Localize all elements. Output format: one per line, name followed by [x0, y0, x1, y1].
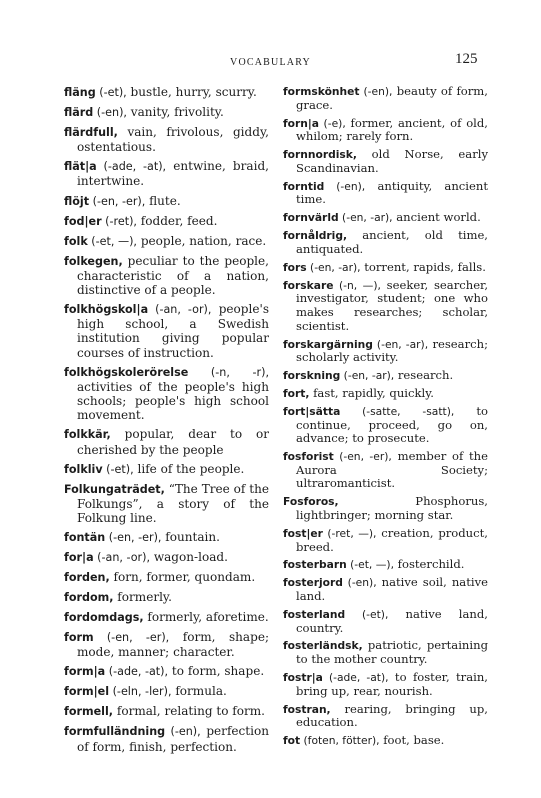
entry-definition: beauty of form, grace.	[296, 84, 488, 112]
page-number: 125	[455, 51, 478, 67]
entry-definition: people's high school, a Swedish institution giving popular courses of instruction.	[77, 302, 269, 360]
entry-grammar: (-en, -ar),	[306, 260, 361, 274]
vocabulary-entry	[64, 724, 269, 753]
entry-definition: vanity, frivolity.	[126, 105, 224, 120]
entry-grammar: (-ret),	[101, 214, 137, 228]
entry-headword: fontän	[64, 531, 106, 545]
entry-grammar: (-en, -er),	[105, 531, 162, 545]
running-head: VOCABULARY	[230, 57, 311, 68]
entry-definition: peculiar to the people, characteristic of a nation, distinctive of a people.	[77, 253, 269, 297]
entry-headword: fosterland	[283, 607, 346, 621]
entry-grammar: (-en, -er),	[93, 631, 170, 645]
entry-headword: forn|a	[283, 116, 319, 130]
vocabulary-entry	[283, 639, 488, 666]
vocabulary-entry	[64, 462, 269, 477]
entry-grammar: (-n, -r),	[188, 365, 269, 379]
entry-headword: fosterbarn	[283, 558, 347, 572]
entry-definition: entwine, braid, intertwine.	[77, 159, 269, 189]
entry-definition: seeker, searcher, investigator, student; one who makes researches; scholar, scientist.	[296, 277, 489, 333]
vocabulary-entry	[64, 610, 269, 625]
entry-headword: fort,	[283, 386, 310, 400]
entry-headword: fornvärld	[283, 211, 339, 225]
vocabulary-entry	[64, 590, 269, 605]
entry-headword: fosterländsk,	[283, 639, 363, 653]
entry-definition: ancient, old time, antiquated.	[296, 228, 488, 256]
entry-definition: vain, frivolous, giddy, ostentatious.	[77, 125, 269, 155]
vocabulary-entry	[64, 570, 269, 585]
entry-grammar: (-ret, —),	[322, 526, 377, 540]
entry-grammar: (-an, -or),	[148, 303, 212, 316]
vocabulary-entry	[283, 450, 488, 491]
vocabulary-entry	[283, 608, 488, 635]
entry-headword: form	[64, 631, 94, 645]
vocabulary-entry	[283, 734, 488, 748]
entry-headword: formfulländning	[64, 725, 166, 739]
entry-grammar: (-e),	[319, 116, 346, 130]
entry-definition: people, nation, race.	[136, 233, 267, 248]
entry-headword: Fosforos,	[283, 495, 339, 509]
entry-grammar: (-en),	[165, 725, 201, 739]
entry-grammar: (-en),	[359, 85, 393, 98]
entry-headword: folkegen,	[64, 254, 123, 268]
entry-definition: formerly, aforetime.	[143, 610, 269, 625]
vocabulary-entry	[64, 105, 269, 120]
entry-definition: research.	[394, 368, 454, 383]
entry-definition: bustle, hurry, scurry.	[126, 85, 257, 99]
entry-headword: formskönhet	[283, 85, 360, 98]
vocabulary-entry	[283, 369, 488, 383]
entry-grammar: (-en, -ar),	[372, 337, 429, 351]
entry-headword: flärdfull,	[64, 126, 118, 140]
entry-headword: formell,	[64, 705, 114, 719]
entry-definition: native land, country.	[296, 606, 488, 635]
entry-grammar: (-n, —),	[333, 278, 381, 292]
entry-grammar: (-ade, -at),	[322, 671, 389, 684]
entry-definition: activities of the people's high schools; people's high school movement.	[77, 379, 269, 423]
vocabulary-entry	[283, 117, 488, 144]
entry-definition: ancient world.	[392, 210, 481, 225]
vocabulary-entry	[283, 576, 488, 603]
entry-grammar: (-en, -er),	[333, 450, 392, 464]
vocabulary-entry	[283, 405, 488, 446]
entry-grammar: (-en),	[93, 106, 127, 120]
vocabulary-entry	[283, 495, 488, 522]
vocabulary-entry	[283, 261, 488, 275]
entry-headword: form|el	[64, 685, 110, 699]
entry-headword: forskare	[283, 278, 334, 292]
entry-definition: life of the people.	[133, 461, 245, 476]
entry-definition: to foster, train, bring up, rear, nourish.	[296, 670, 488, 698]
vocabulary-entry	[64, 302, 269, 360]
entry-grammar: (-en, -ar),	[340, 369, 395, 383]
entry-headword: flärd	[64, 106, 94, 120]
entry-headword: fot	[283, 734, 301, 748]
vocabulary-entry	[64, 664, 269, 679]
entry-definition: creation, product, breed.	[296, 525, 488, 554]
entry-headword: folk	[64, 234, 88, 248]
entry-grammar: (-an, -or),	[93, 551, 150, 565]
entry-definition: formerly.	[113, 590, 172, 605]
vocabulary-entry	[64, 550, 269, 565]
right-column	[283, 85, 488, 752]
vocabulary-entry	[64, 254, 269, 298]
entry-definition: fosterchild.	[393, 557, 465, 572]
vocabulary-entry	[64, 365, 269, 423]
vocabulary-entry	[283, 229, 488, 256]
entry-grammar: (-eln, -ler),	[109, 685, 172, 699]
entry-definition: to form, shape.	[168, 664, 265, 679]
vocabulary-entry	[283, 527, 488, 554]
entry-definition: formal, relating to form.	[113, 704, 266, 719]
entry-definition: fountain.	[161, 530, 220, 545]
entry-headword: form|a	[64, 665, 106, 679]
vocabulary-entry	[283, 703, 488, 730]
entry-headword: forntid	[283, 179, 325, 193]
vocabulary-entry	[283, 85, 488, 112]
entry-headword: fostran,	[283, 702, 331, 716]
vocabulary-entry	[64, 630, 269, 659]
entry-definition: wagon-load.	[149, 550, 228, 565]
vocabulary-entry	[64, 159, 269, 188]
entry-definition: perfection of form, finish, perfection.	[77, 724, 269, 754]
entry-headword: Folkungaträdet,	[64, 482, 165, 496]
entry-grammar: (-et, —),	[87, 234, 137, 248]
entry-definition: patriotic, pertaining to the mother country.	[296, 638, 488, 667]
vocabulary-entry	[64, 194, 269, 209]
entry-headword: forskargärning	[283, 337, 373, 351]
vocabulary-entry	[283, 148, 488, 175]
entry-definition: fast, rapidly, quickly.	[309, 385, 434, 400]
entry-headword: fors	[283, 260, 307, 274]
entry-headword: folkhögskol|a	[64, 303, 149, 316]
entry-grammar: (-en, -er),	[89, 194, 146, 208]
entry-headword: fordomdags,	[64, 611, 144, 625]
entry-headword: fosterjord	[283, 576, 343, 590]
left-column	[64, 85, 269, 759]
entry-headword: forskning	[283, 369, 341, 383]
entry-grammar: (-et),	[345, 607, 389, 621]
vocabulary-entry	[64, 684, 269, 699]
entry-definition: native soil, native land.	[296, 575, 488, 603]
entry-definition: popular, dear to or cherished by the people	[77, 427, 269, 457]
entry-definition: member of the Aurora Society; ultraromanticist.	[296, 449, 488, 491]
entry-grammar: (-en, -ar),	[338, 211, 393, 225]
entry-grammar: (-en),	[324, 179, 366, 193]
entry-headword: for|a	[64, 551, 94, 565]
vocabulary-entry	[64, 704, 269, 719]
entry-headword: folkhögskolerörelse	[64, 365, 189, 379]
vocabulary-entry	[283, 338, 488, 365]
entry-headword: fostr|a	[283, 671, 323, 684]
entry-definition: flute.	[145, 193, 181, 208]
entry-headword: fornåldrig,	[283, 229, 348, 243]
entry-headword: flät|a	[64, 160, 97, 174]
entry-headword: folkliv	[64, 462, 103, 476]
entry-headword: fordom,	[64, 591, 114, 605]
entry-definition: forn, former, quondam.	[109, 570, 256, 585]
entry-definition: Phosphorus, lightbringer; morning star.	[296, 494, 488, 522]
entry-definition: form, shape; mode, manner; character.	[77, 630, 270, 660]
entry-headword: fläng	[64, 86, 96, 99]
vocabulary-entry	[283, 180, 488, 207]
vocabulary-entry	[283, 279, 488, 334]
vocabulary-entry	[283, 671, 488, 698]
vocabulary-entry	[64, 234, 269, 249]
vocabulary-entry	[64, 427, 269, 456]
vocabulary-entry	[64, 482, 269, 526]
entry-headword: fort|sätta	[283, 404, 341, 418]
entry-definition: to continue, proceed, go on, advance; to prosecute.	[296, 403, 488, 446]
entry-headword: fost|er	[283, 526, 323, 540]
entry-grammar: (-et),	[95, 86, 127, 99]
entry-grammar: (-en),	[342, 576, 377, 590]
entry-definition: formula.	[171, 684, 227, 699]
entry-headword: fosforist	[283, 450, 334, 464]
entry-definition: “The Tree of the Folkungs”, a story of the Folkung line.	[77, 481, 269, 526]
entry-headword: flöjt	[64, 194, 90, 208]
entry-definition: research; scholarly activity.	[296, 336, 488, 365]
entry-definition: antiquity, ancient time.	[296, 178, 488, 207]
vocabulary-entry	[64, 214, 269, 229]
vocabulary-entry	[283, 211, 488, 225]
entry-grammar: (-ade, -at),	[105, 665, 169, 679]
vocabulary-entry	[64, 530, 269, 545]
entry-definition: former, ancient, of old, whilom; rarely forn.	[296, 115, 488, 144]
vocabulary-entry	[283, 558, 488, 572]
vocabulary-entry	[64, 85, 269, 100]
entry-definition: fodder, feed.	[136, 213, 218, 228]
entry-headword: fornnordisk,	[283, 148, 357, 162]
entry-definition: old Norse, early Scandinavian.	[296, 147, 488, 175]
entry-headword: folkkär,	[64, 428, 111, 442]
entry-headword: forden,	[64, 571, 110, 585]
entry-definition: foot, base.	[379, 733, 445, 748]
vocabulary-entry	[283, 387, 488, 401]
entry-grammar: (foten, fötter),	[300, 734, 380, 748]
entry-headword: fod|er	[64, 214, 102, 228]
entry-grammar: (-et, —),	[346, 558, 394, 572]
entry-grammar: (-et),	[102, 462, 134, 476]
entry-definition: rearing, bringing up, education.	[296, 701, 488, 730]
entry-grammar: (-ade, -at),	[96, 160, 167, 174]
entry-grammar: (-satte, -satt),	[340, 404, 455, 418]
vocabulary-entry	[64, 125, 269, 154]
entry-definition: torrent, rapids, falls.	[360, 259, 486, 274]
